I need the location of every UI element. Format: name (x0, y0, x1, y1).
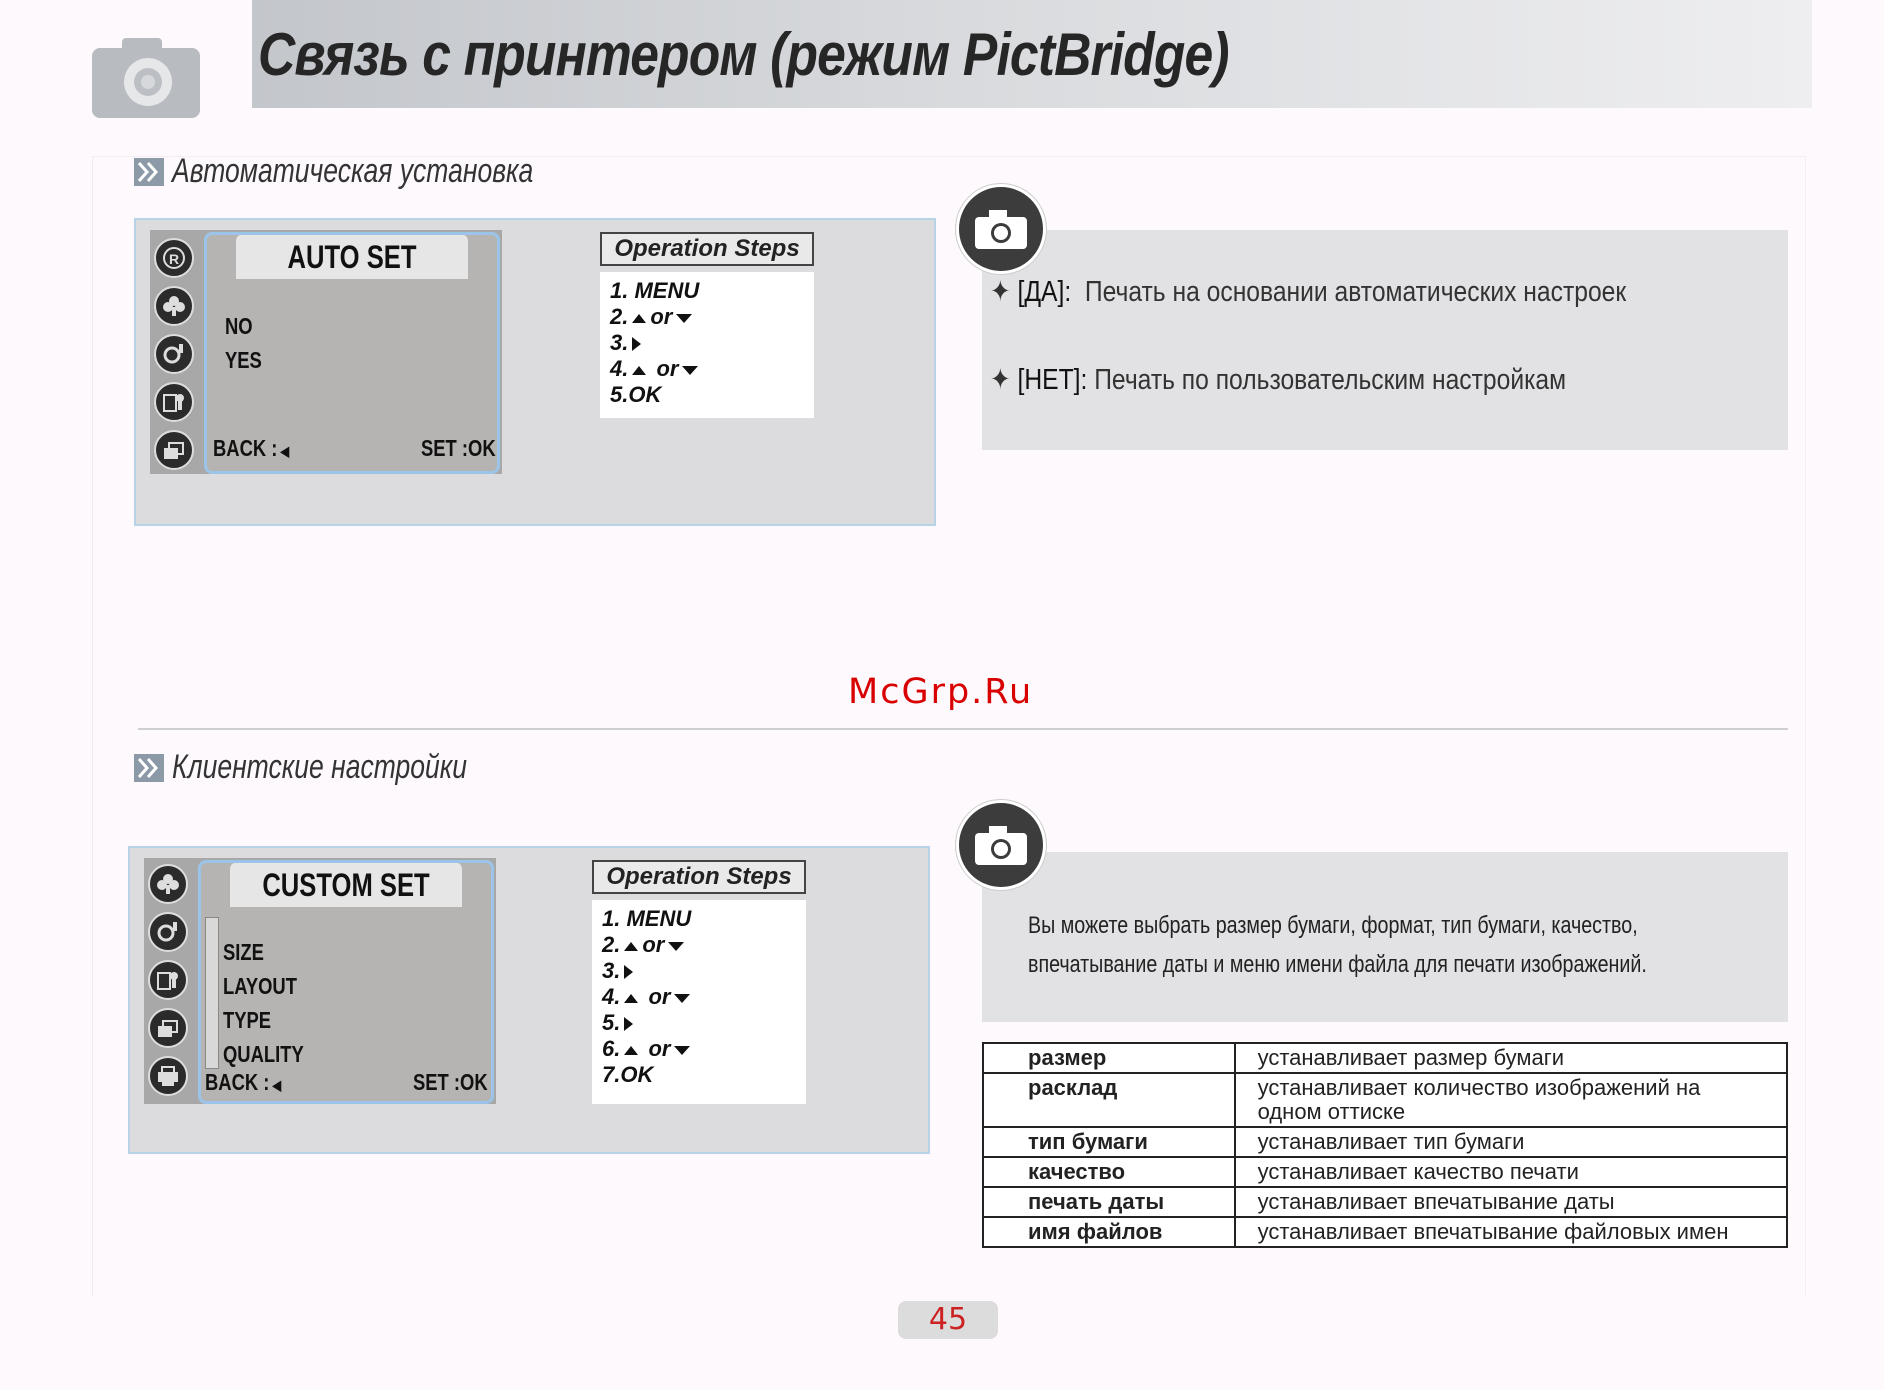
step-7: 7.OK (602, 1062, 654, 1087)
or-text: or (656, 356, 679, 381)
lcd-option-type[interactable]: TYPE (223, 1007, 272, 1033)
auto-section-header (134, 152, 635, 191)
svg-text:R: R (169, 251, 180, 267)
operation-steps-header: Operation Steps (592, 860, 806, 894)
step-3-num: 3. (602, 958, 621, 983)
table-value: устанавливает тип бумаги (1235, 1127, 1787, 1157)
custom-lcd (144, 858, 496, 1104)
bullet-yes-text: Печать на основании автоматических настроек (1084, 276, 1627, 308)
down-arrow-icon (668, 942, 684, 951)
bullet-no-tag: [НЕТ]: (1017, 364, 1088, 396)
printer-icon (148, 1056, 188, 1096)
step-1: 1. MENU (602, 906, 692, 931)
lcd-option-yes[interactable]: YES (225, 347, 262, 373)
right-arrow-icon (632, 337, 641, 351)
down-arrow-icon (676, 314, 692, 323)
lcd-icon-column (154, 238, 198, 478)
camera-badge-icon (956, 800, 1046, 890)
zoom-icon (148, 912, 188, 952)
right-arrow-icon (624, 965, 633, 979)
table-row (983, 1127, 1787, 1157)
table-key: тип бумаги (983, 1127, 1235, 1157)
table-key: печать даты (983, 1187, 1235, 1217)
table-row (983, 1187, 1787, 1217)
auto-set-panel (134, 218, 936, 526)
up-arrow-icon (624, 994, 638, 1003)
lcd-back-label (213, 435, 289, 462)
or-text: or (650, 304, 673, 329)
table-value: устанавливает размер бумаги (1235, 1043, 1787, 1073)
operation-steps-list (592, 900, 806, 1104)
lcd-set-label: SET :OK (421, 435, 496, 461)
lcd-title: CUSTOM SET (230, 863, 462, 907)
step-4 (610, 356, 804, 382)
table-value: устанавливает количество изображений на одном оттиске (1235, 1073, 1787, 1127)
description-line-1: Вы можете выбрать размер бумаги, формат, тип бумаги, качество, (1028, 912, 1638, 939)
step-5: 5.OK (610, 382, 662, 407)
table-key: размер (983, 1043, 1235, 1073)
camera-stack-icon (148, 1008, 188, 1048)
camera-badge-icon (956, 184, 1046, 274)
up-arrow-icon (624, 942, 638, 951)
step-5-num: 5. (602, 1010, 621, 1035)
bullet-no: ✦ [НЕТ]: Печать по пользовательским настройкам (990, 364, 1567, 396)
lcd-option-no[interactable]: NO (225, 313, 253, 339)
custom-operation-steps (592, 860, 806, 1104)
custom-section-header (134, 748, 550, 787)
back-text: BACK : (205, 1069, 270, 1095)
operation-steps-header: Operation Steps (600, 232, 814, 266)
step-6-num: 6. (602, 1036, 621, 1061)
bullet-no-text: Печать по пользовательским настройкам (1094, 364, 1567, 396)
lcd-option-size[interactable]: SIZE (223, 939, 264, 965)
table-row (983, 1157, 1787, 1187)
lcd-icon-column (148, 864, 192, 1104)
club-icon (154, 286, 194, 326)
auto-section-title: Автоматическая установка (172, 152, 534, 190)
lcd-set-label: SET :OK (413, 1069, 488, 1095)
left-triangle-icon: ◀ (277, 443, 290, 459)
table-value: устанавливает качество печати (1235, 1157, 1787, 1187)
bullet-yes-tag: [ДА]: (1017, 276, 1072, 308)
lcd-back-label (205, 1069, 281, 1096)
step-2 (610, 304, 804, 330)
table-key: качество (983, 1157, 1235, 1187)
down-arrow-icon (682, 366, 698, 375)
step-2-num: 2. (610, 304, 629, 329)
table-key: имя файлов (983, 1217, 1235, 1247)
table-value: устанавливает впечатывание даты (1235, 1187, 1787, 1217)
description-line-2: впечатывание даты и меню имени файла для печати изображений. (1028, 951, 1647, 978)
up-arrow-icon (632, 314, 646, 323)
double-chevron-icon (134, 754, 164, 782)
operation-steps-list (600, 272, 814, 418)
back-text: BACK : (213, 435, 278, 461)
camera-icon (92, 34, 202, 118)
lcd-title: AUTO SET (236, 235, 468, 279)
table-key: расклад (983, 1073, 1235, 1127)
table-row (983, 1073, 1787, 1127)
or-text: or (648, 1036, 671, 1061)
lcd-scrollbar[interactable] (205, 917, 219, 1069)
page-title: Связь с принтером (режим PictBridge) (258, 21, 1229, 88)
custom-info-box (982, 852, 1788, 1022)
bullet-yes: ✦ [ДА]: Печать на основании автоматических настроек (990, 276, 1627, 308)
step-4-num: 4. (610, 356, 629, 381)
or-text: or (642, 932, 665, 957)
step-6 (602, 1036, 796, 1062)
up-arrow-icon (632, 366, 646, 375)
up-arrow-icon (624, 1046, 638, 1055)
auto-lcd-screen (204, 232, 500, 474)
auto-info-box (982, 230, 1788, 450)
step-4 (602, 984, 796, 1010)
step-3 (602, 958, 796, 984)
lcd-option-quality[interactable]: QUALITY (223, 1041, 304, 1067)
custom-section-title: Клиентские настройки (172, 748, 468, 786)
r-icon (154, 238, 194, 278)
or-text: or (648, 984, 671, 1009)
print-icon (148, 960, 188, 1000)
double-chevron-icon (134, 158, 164, 186)
step-1: 1. MENU (610, 278, 700, 303)
right-arrow-icon (624, 1017, 633, 1031)
page-number: 45 (898, 1301, 998, 1339)
zoom-icon (154, 334, 194, 374)
step-3-num: 3. (610, 330, 629, 355)
table-row (983, 1217, 1787, 1247)
settings-table (982, 1042, 1788, 1248)
auto-lcd (150, 230, 502, 474)
step-5 (602, 1010, 796, 1036)
step-2-num: 2. (602, 932, 621, 957)
table-value: устанавливает впечатывание файловых имен (1235, 1217, 1787, 1247)
section-divider (138, 728, 1788, 730)
step-2 (602, 932, 796, 958)
table-row (983, 1043, 1787, 1073)
club-icon (148, 864, 188, 904)
camera-stack-icon (154, 430, 194, 470)
watermark: McGrp.Ru (848, 672, 1034, 712)
step-3 (610, 330, 804, 356)
print-icon (154, 382, 194, 422)
down-arrow-icon (674, 1046, 690, 1055)
left-triangle-icon: ◀ (269, 1077, 282, 1093)
custom-set-panel (128, 846, 930, 1154)
auto-operation-steps (600, 232, 814, 418)
step-4-num: 4. (602, 984, 621, 1009)
custom-lcd-screen (198, 860, 494, 1104)
lcd-option-layout[interactable]: LAYOUT (223, 973, 297, 999)
down-arrow-icon (674, 994, 690, 1003)
